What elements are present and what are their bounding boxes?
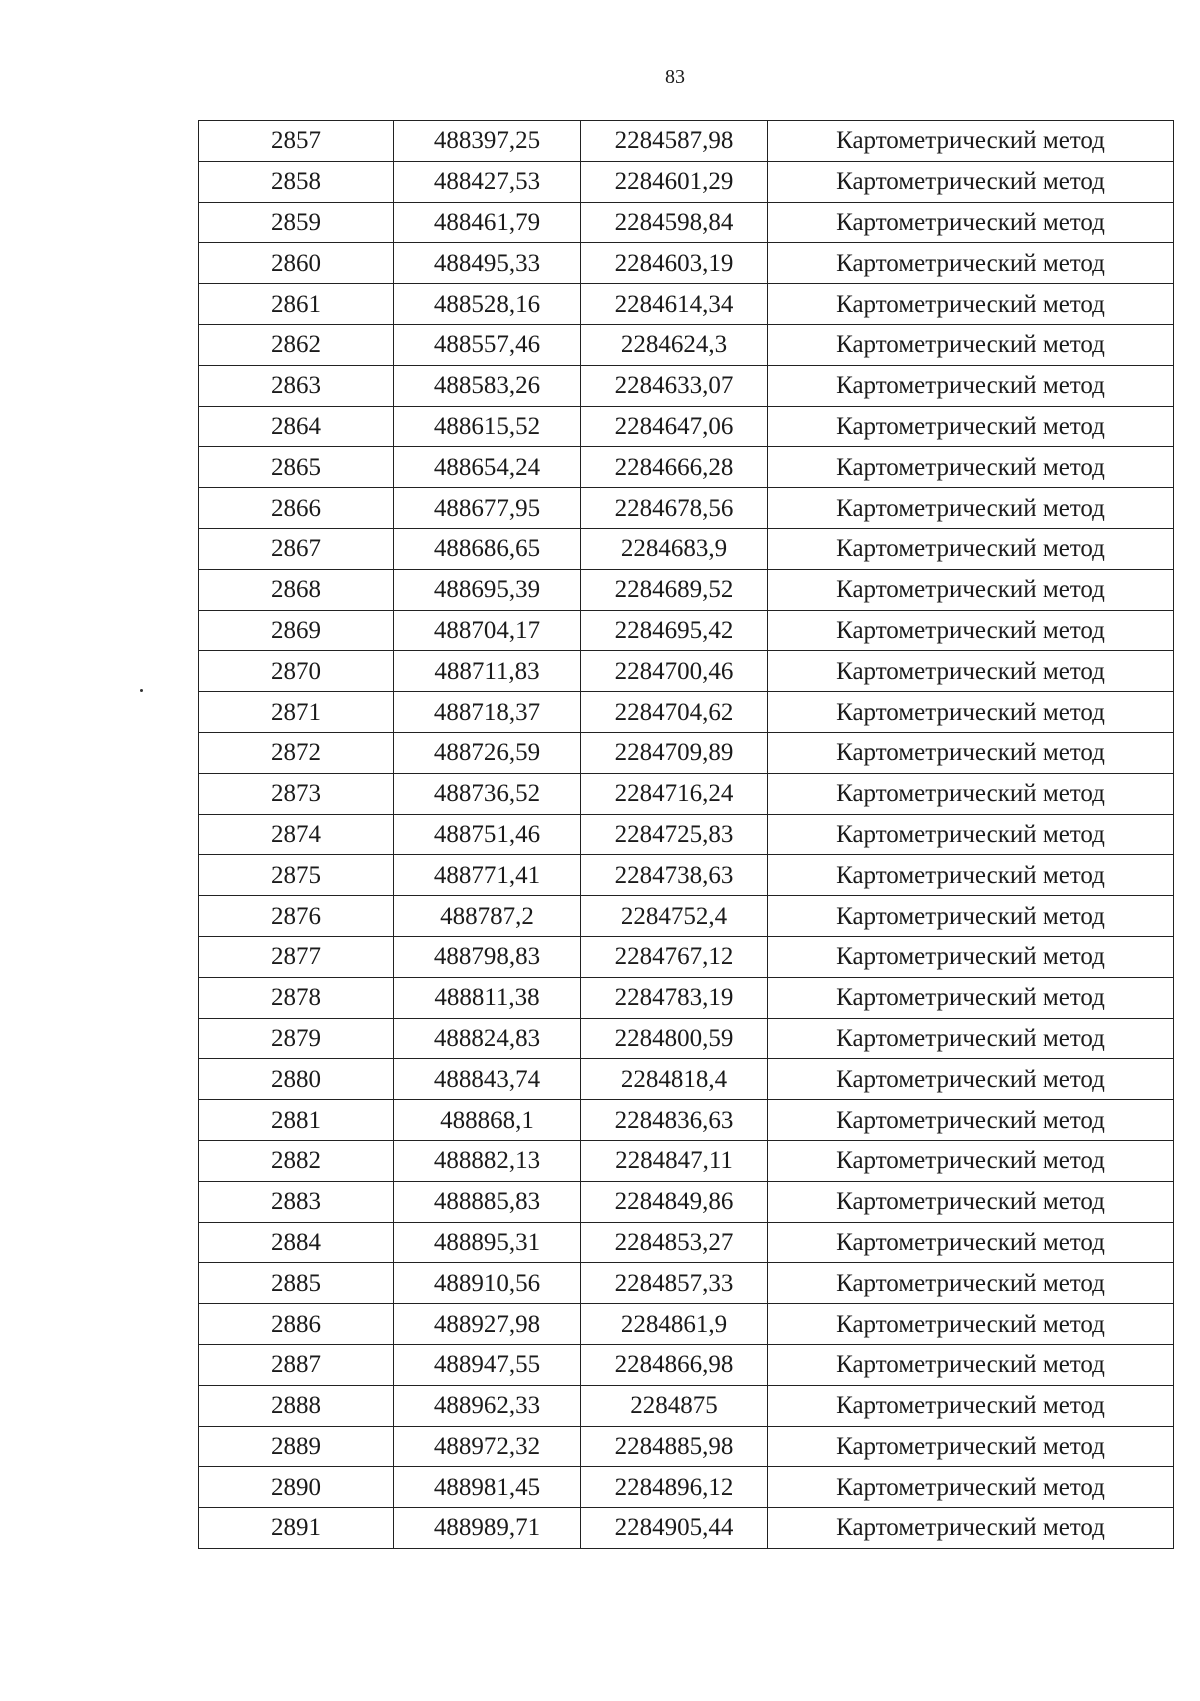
- y-coordinate-cell: 2284647,06: [581, 406, 768, 447]
- method-cell: Картометрический метод: [768, 161, 1174, 202]
- y-coordinate-cell: 2284767,12: [581, 936, 768, 977]
- table-row: [199, 936, 1174, 977]
- method-cell: Картометрический метод: [768, 936, 1174, 977]
- y-coordinate-cell: 2284598,84: [581, 202, 768, 243]
- y-coordinate-cell: 2284861,9: [581, 1304, 768, 1345]
- method-cell: Картометрический метод: [768, 528, 1174, 569]
- table-row: [199, 610, 1174, 651]
- y-coordinate-cell: 2284624,3: [581, 324, 768, 365]
- method-cell: Картометрический метод: [768, 488, 1174, 529]
- table-row: [199, 814, 1174, 855]
- table-row: [199, 732, 1174, 773]
- point-number-cell: 2878: [199, 977, 394, 1018]
- scan-speck: [140, 689, 143, 692]
- y-coordinate-cell: 2284905,44: [581, 1508, 768, 1549]
- table-row: [199, 773, 1174, 814]
- table-row: [199, 447, 1174, 488]
- point-number-cell: 2867: [199, 528, 394, 569]
- y-coordinate-cell: 2284601,29: [581, 161, 768, 202]
- x-coordinate-cell: 488885,83: [394, 1181, 581, 1222]
- method-cell: Картометрический метод: [768, 1344, 1174, 1385]
- point-number-cell: 2889: [199, 1426, 394, 1467]
- point-number-cell: 2888: [199, 1385, 394, 1426]
- method-cell: Картометрический метод: [768, 610, 1174, 651]
- point-number-cell: 2864: [199, 406, 394, 447]
- table-row: [199, 243, 1174, 284]
- method-cell: Картометрический метод: [768, 651, 1174, 692]
- table-row: [199, 1344, 1174, 1385]
- method-cell: Картометрический метод: [768, 121, 1174, 162]
- x-coordinate-cell: 488947,55: [394, 1344, 581, 1385]
- point-number-cell: 2873: [199, 773, 394, 814]
- point-number-cell: 2870: [199, 651, 394, 692]
- table-row: [199, 202, 1174, 243]
- table-row: [199, 569, 1174, 610]
- table-row: [199, 855, 1174, 896]
- point-number-cell: 2858: [199, 161, 394, 202]
- method-cell: Картометрический метод: [768, 773, 1174, 814]
- method-cell: Картометрический метод: [768, 284, 1174, 325]
- point-number-cell: 2875: [199, 855, 394, 896]
- y-coordinate-cell: 2284885,98: [581, 1426, 768, 1467]
- method-cell: Картометрический метод: [768, 406, 1174, 447]
- x-coordinate-cell: 488686,65: [394, 528, 581, 569]
- method-cell: Картометрический метод: [768, 1426, 1174, 1467]
- point-number-cell: 2883: [199, 1181, 394, 1222]
- x-coordinate-cell: 488882,13: [394, 1140, 581, 1181]
- y-coordinate-cell: 2284678,56: [581, 488, 768, 529]
- point-number-cell: 2885: [199, 1263, 394, 1304]
- y-coordinate-cell: 2284849,86: [581, 1181, 768, 1222]
- table-row: [199, 1140, 1174, 1181]
- x-coordinate-cell: 488528,16: [394, 284, 581, 325]
- point-number-cell: 2874: [199, 814, 394, 855]
- table-row: [199, 896, 1174, 937]
- point-number-cell: 2857: [199, 121, 394, 162]
- x-coordinate-cell: 488677,95: [394, 488, 581, 529]
- y-coordinate-cell: 2284866,98: [581, 1344, 768, 1385]
- y-coordinate-cell: 2284752,4: [581, 896, 768, 937]
- method-cell: Картометрический метод: [768, 977, 1174, 1018]
- point-number-cell: 2866: [199, 488, 394, 529]
- y-coordinate-cell: 2284783,19: [581, 977, 768, 1018]
- y-coordinate-cell: 2284800,59: [581, 1018, 768, 1059]
- x-coordinate-cell: 488811,38: [394, 977, 581, 1018]
- x-coordinate-cell: 488615,52: [394, 406, 581, 447]
- x-coordinate-cell: 488427,53: [394, 161, 581, 202]
- x-coordinate-cell: 488843,74: [394, 1059, 581, 1100]
- table-row: [199, 651, 1174, 692]
- point-number-cell: 2876: [199, 896, 394, 937]
- x-coordinate-cell: 488711,83: [394, 651, 581, 692]
- x-coordinate-cell: 488910,56: [394, 1263, 581, 1304]
- x-coordinate-cell: 488981,45: [394, 1467, 581, 1508]
- method-cell: Картометрический метод: [768, 814, 1174, 855]
- point-number-cell: 2865: [199, 447, 394, 488]
- x-coordinate-cell: 488583,26: [394, 365, 581, 406]
- y-coordinate-cell: 2284738,63: [581, 855, 768, 896]
- point-number-cell: 2891: [199, 1508, 394, 1549]
- x-coordinate-cell: 488895,31: [394, 1222, 581, 1263]
- y-coordinate-cell: 2284695,42: [581, 610, 768, 651]
- y-coordinate-cell: 2284603,19: [581, 243, 768, 284]
- method-cell: Картометрический метод: [768, 1222, 1174, 1263]
- y-coordinate-cell: 2284896,12: [581, 1467, 768, 1508]
- method-cell: Картометрический метод: [768, 1385, 1174, 1426]
- point-number-cell: 2859: [199, 202, 394, 243]
- table-row: [199, 977, 1174, 1018]
- point-number-cell: 2887: [199, 1344, 394, 1385]
- x-coordinate-cell: 488461,79: [394, 202, 581, 243]
- point-number-cell: 2881: [199, 1100, 394, 1141]
- point-number-cell: 2886: [199, 1304, 394, 1345]
- table-row: [199, 488, 1174, 529]
- x-coordinate-cell: 488736,52: [394, 773, 581, 814]
- point-number-cell: 2871: [199, 692, 394, 733]
- method-cell: Картометрический метод: [768, 569, 1174, 610]
- method-cell: Картометрический метод: [768, 1304, 1174, 1345]
- x-coordinate-cell: 488557,46: [394, 324, 581, 365]
- y-coordinate-cell: 2284836,63: [581, 1100, 768, 1141]
- x-coordinate-cell: 488771,41: [394, 855, 581, 896]
- coordinates-table: [198, 120, 1174, 1549]
- method-cell: Картометрический метод: [768, 1059, 1174, 1100]
- y-coordinate-cell: 2284683,9: [581, 528, 768, 569]
- point-number-cell: 2861: [199, 284, 394, 325]
- method-cell: Картометрический метод: [768, 896, 1174, 937]
- point-number-cell: 2872: [199, 732, 394, 773]
- table-row: [199, 406, 1174, 447]
- y-coordinate-cell: 2284847,11: [581, 1140, 768, 1181]
- x-coordinate-cell: 488397,25: [394, 121, 581, 162]
- point-number-cell: 2862: [199, 324, 394, 365]
- table-row: [199, 1018, 1174, 1059]
- table-row: [199, 1467, 1174, 1508]
- point-number-cell: 2863: [199, 365, 394, 406]
- table-row: [199, 161, 1174, 202]
- table-row: [199, 1181, 1174, 1222]
- method-cell: Картометрический метод: [768, 365, 1174, 406]
- x-coordinate-cell: 488495,33: [394, 243, 581, 284]
- y-coordinate-cell: 2284857,33: [581, 1263, 768, 1304]
- y-coordinate-cell: 2284725,83: [581, 814, 768, 855]
- x-coordinate-cell: 488704,17: [394, 610, 581, 651]
- point-number-cell: 2884: [199, 1222, 394, 1263]
- y-coordinate-cell: 2284853,27: [581, 1222, 768, 1263]
- y-coordinate-cell: 2284587,98: [581, 121, 768, 162]
- x-coordinate-cell: 488824,83: [394, 1018, 581, 1059]
- method-cell: Картометрический метод: [768, 1467, 1174, 1508]
- table-row: [199, 121, 1174, 162]
- y-coordinate-cell: 2284875: [581, 1385, 768, 1426]
- method-cell: Картометрический метод: [768, 692, 1174, 733]
- y-coordinate-cell: 2284666,28: [581, 447, 768, 488]
- method-cell: Картометрический метод: [768, 1018, 1174, 1059]
- method-cell: Картометрический метод: [768, 243, 1174, 284]
- method-cell: Картометрический метод: [768, 1508, 1174, 1549]
- point-number-cell: 2882: [199, 1140, 394, 1181]
- x-coordinate-cell: 488972,32: [394, 1426, 581, 1467]
- x-coordinate-cell: 488718,37: [394, 692, 581, 733]
- x-coordinate-cell: 488798,83: [394, 936, 581, 977]
- y-coordinate-cell: 2284716,24: [581, 773, 768, 814]
- table-row: [199, 1059, 1174, 1100]
- table-row: [199, 1426, 1174, 1467]
- method-cell: Картометрический метод: [768, 1100, 1174, 1141]
- point-number-cell: 2869: [199, 610, 394, 651]
- x-coordinate-cell: 488962,33: [394, 1385, 581, 1426]
- table-row: [199, 692, 1174, 733]
- method-cell: Картометрический метод: [768, 1181, 1174, 1222]
- x-coordinate-cell: 488787,2: [394, 896, 581, 937]
- table-row: [199, 528, 1174, 569]
- method-cell: Картометрический метод: [768, 202, 1174, 243]
- point-number-cell: 2890: [199, 1467, 394, 1508]
- x-coordinate-cell: 488989,71: [394, 1508, 581, 1549]
- y-coordinate-cell: 2284704,62: [581, 692, 768, 733]
- table-row: [199, 1263, 1174, 1304]
- method-cell: Картометрический метод: [768, 324, 1174, 365]
- method-cell: Картометрический метод: [768, 732, 1174, 773]
- point-number-cell: 2877: [199, 936, 394, 977]
- table-row: [199, 1385, 1174, 1426]
- table-row: [199, 1100, 1174, 1141]
- coordinates-table-body: [199, 121, 1174, 1549]
- x-coordinate-cell: 488726,59: [394, 732, 581, 773]
- y-coordinate-cell: 2284709,89: [581, 732, 768, 773]
- x-coordinate-cell: 488695,39: [394, 569, 581, 610]
- method-cell: Картометрический метод: [768, 1140, 1174, 1181]
- x-coordinate-cell: 488654,24: [394, 447, 581, 488]
- table-row: [199, 284, 1174, 325]
- table-row: [199, 1508, 1174, 1549]
- point-number-cell: 2868: [199, 569, 394, 610]
- point-number-cell: 2879: [199, 1018, 394, 1059]
- y-coordinate-cell: 2284818,4: [581, 1059, 768, 1100]
- x-coordinate-cell: 488927,98: [394, 1304, 581, 1345]
- table-row: [199, 365, 1174, 406]
- y-coordinate-cell: 2284689,52: [581, 569, 768, 610]
- method-cell: Картометрический метод: [768, 1263, 1174, 1304]
- table-row: [199, 1304, 1174, 1345]
- point-number-cell: 2880: [199, 1059, 394, 1100]
- table-row: [199, 1222, 1174, 1263]
- x-coordinate-cell: 488751,46: [394, 814, 581, 855]
- y-coordinate-cell: 2284614,34: [581, 284, 768, 325]
- y-coordinate-cell: 2284633,07: [581, 365, 768, 406]
- y-coordinate-cell: 2284700,46: [581, 651, 768, 692]
- table-row: [199, 324, 1174, 365]
- page-number: 83: [665, 66, 685, 88]
- method-cell: Картометрический метод: [768, 855, 1174, 896]
- point-number-cell: 2860: [199, 243, 394, 284]
- method-cell: Картометрический метод: [768, 447, 1174, 488]
- x-coordinate-cell: 488868,1: [394, 1100, 581, 1141]
